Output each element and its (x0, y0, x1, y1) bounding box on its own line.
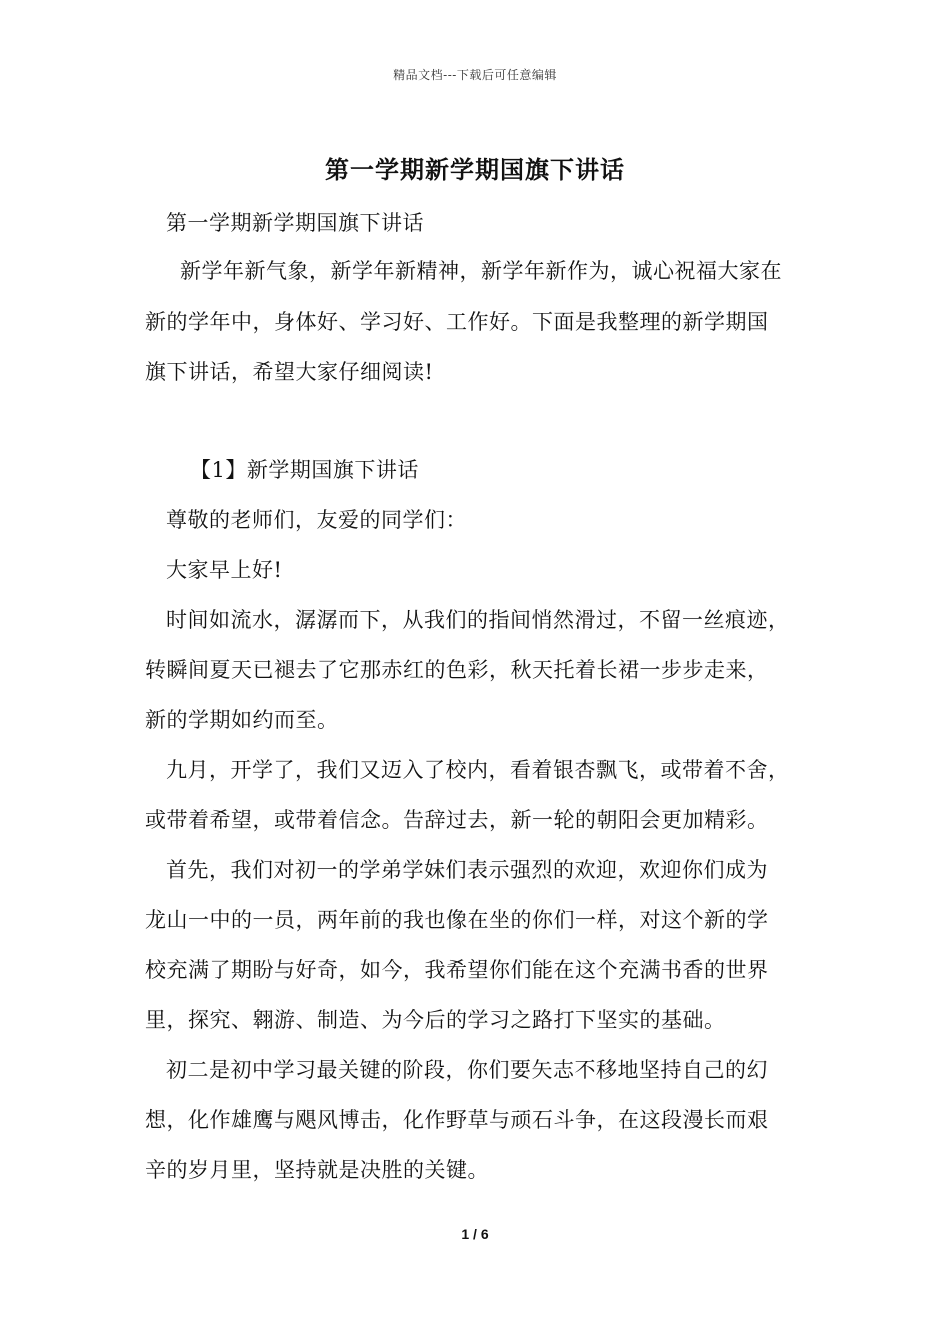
body-line: 里，探究、翱游、制造、为今后的学习之路打下坚实的基础。 (145, 1008, 726, 1032)
body-line: 想，化作雄鹰与飓风博击，化作野草与顽石斗争，在这段漫长而艰 (145, 1108, 769, 1132)
body-line: 校充满了期盼与好奇，如今，我希望你们能在这个充满书香的世界 (145, 958, 769, 982)
body-line: 辛的岁月里，坚持就是决胜的关键。 (145, 1158, 489, 1182)
body-line: 旗下讲话，希望大家仔细阅读! (145, 360, 434, 384)
body-line: 龙山一中的一员，两年前的我也像在坐的你们一样，对这个新的学 (145, 908, 769, 932)
body-line: 九月，开学了，我们又迈入了校内，看着银杏飘飞，或带着不舍， (166, 758, 790, 782)
section-heading: 【1】新学期国旗下讲话 (190, 458, 419, 482)
body-line: 新的学期如约而至。 (145, 708, 339, 732)
body-line: 新的学年中，身体好、学习好、工作好。下面是我整理的新学期国 (145, 310, 769, 334)
body-line: 时间如流水，潺潺而下，从我们的指间悄然滑过，不留一丝痕迹， (166, 608, 790, 632)
page-header: 精品文档---下载后可任意编辑 (393, 68, 557, 82)
body-line: 转瞬间夏天已褪去了它那赤红的色彩，秋天托着长裙一步步走来， (145, 658, 769, 682)
subtitle-line: 第一学期新学期国旗下讲话 (166, 211, 424, 235)
body-line: 或带着希望，或带着信念。告辞过去，新一轮的朝阳会更加精彩。 (145, 808, 769, 832)
document-title: 第一学期新学期国旗下讲话 (325, 155, 625, 184)
body-line: 首先，我们对初一的学弟学妹们表示强烈的欢迎，欢迎你们成为 (166, 858, 768, 882)
body-line: 大家早上好! (166, 558, 283, 582)
body-line: 初二是初中学习最关键的阶段，你们要矢志不移地坚持自己的幻 (166, 1058, 768, 1082)
page-number: 1 / 6 (461, 1226, 489, 1242)
body-line: 尊敬的老师们，友爱的同学们： (166, 508, 467, 532)
body-line: 新学年新气象，新学年新精神，新学年新作为，诚心祝福大家在 (180, 259, 782, 283)
